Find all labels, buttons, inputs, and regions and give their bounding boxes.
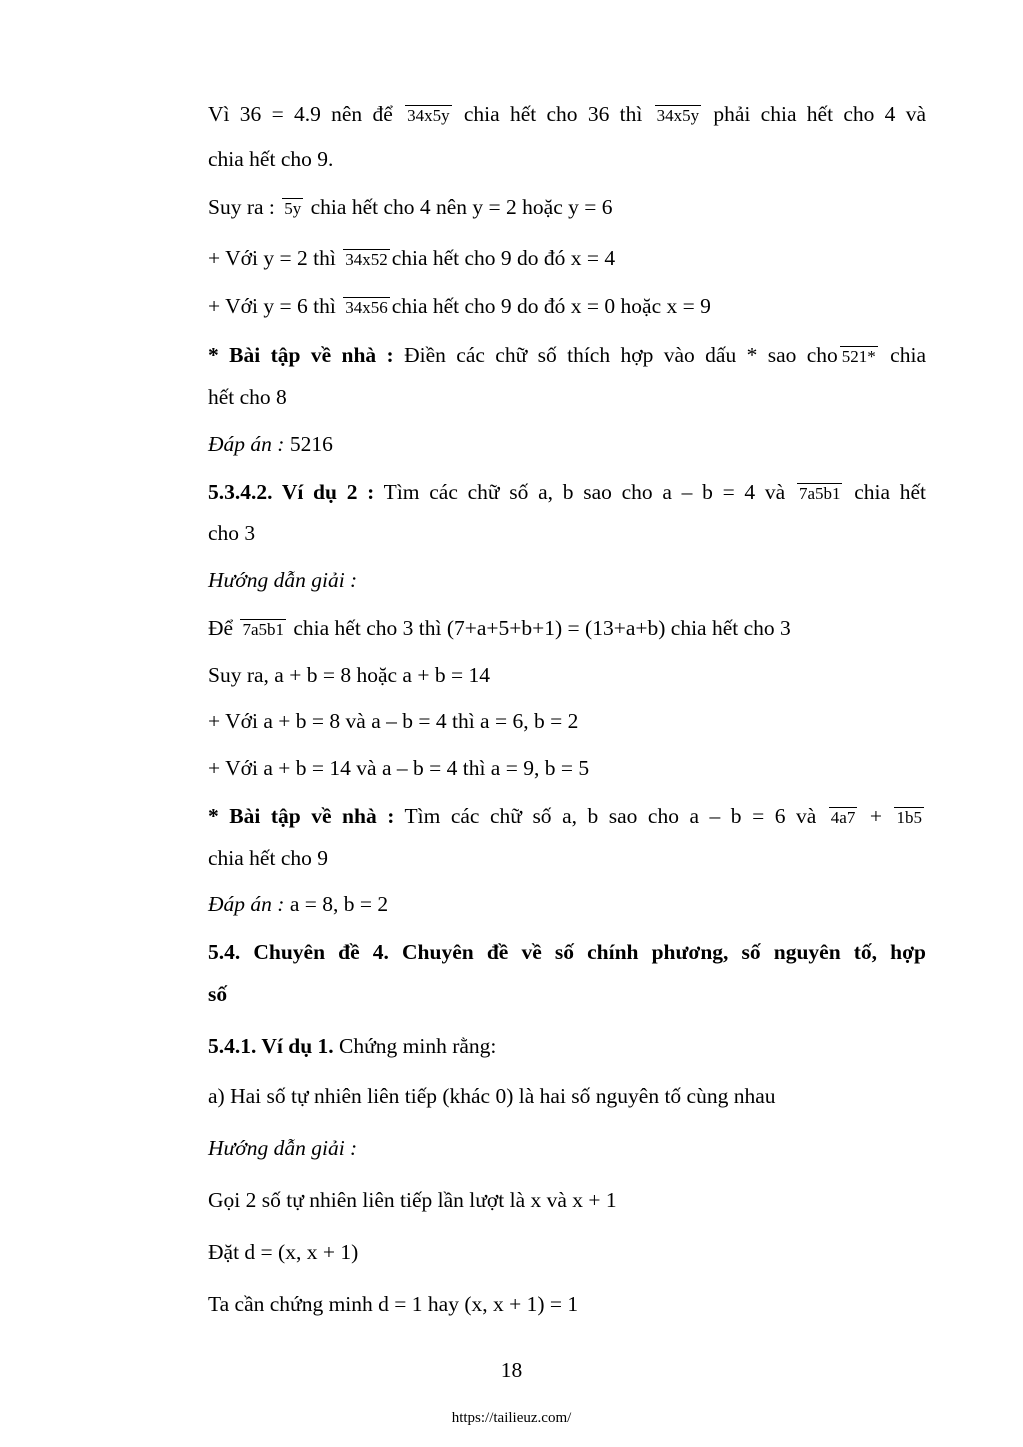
text-line: Đáp án : a = 8, b = 2 <box>208 892 389 916</box>
solution-heading: Hướng dẫn giải : <box>208 568 358 592</box>
footer-url: https://tailieuz.com/ <box>451 1410 572 1426</box>
text-line: 5.4.1. Ví dụ 1. Chứng minh rằng: <box>208 1034 497 1058</box>
overline-number: 1b5 <box>896 808 922 827</box>
section-label: 5.4.1. Ví dụ 1. <box>208 1034 334 1058</box>
chapter-heading: 5.4. Chuyên đề 4. Chuyên đề về số chính phương, số nguyên tố, hợp <box>208 940 926 964</box>
text-line: chia hết cho 9. <box>208 147 334 171</box>
solution-heading: Hướng dẫn giải : <box>208 1136 358 1160</box>
text-line: + Với y = 2 thì 34x52 chia hết cho 9 do đó x = 4 <box>208 246 616 270</box>
section-label: 5.3.4.2. Ví dụ 2 : <box>208 480 375 504</box>
answer-label: Đáp án : <box>208 892 285 916</box>
text-line: + Với a + b = 8 và a – b = 4 thì a = 6, b = 2 <box>208 709 579 733</box>
overline-number: 34x5y <box>407 106 450 125</box>
text-line: Đáp án : 5216 <box>208 432 333 456</box>
homework-label: * Bài tập về nhà : <box>208 343 394 367</box>
text-line: + Với y = 6 thì 34x56 chia hết cho 9 do đó x = 0 hoặc x = 9 <box>208 294 711 318</box>
page-number: 18 <box>500 1358 523 1382</box>
overline-number: 4a7 <box>830 808 856 827</box>
text-line: Gọi 2 số tự nhiên liên tiếp lần lượt là x và x + 1 <box>208 1188 617 1212</box>
text-line: * Bài tập về nhà : Điền các chữ số thích hợp vào dấu * sao cho 521* chia <box>208 343 926 367</box>
text-line: a) Hai số tự nhiên liên tiếp (khác 0) là hai số nguyên tố cùng nhau <box>208 1084 776 1108</box>
overline-number: 7a5b1 <box>242 620 284 639</box>
overline-number: 5y <box>284 199 302 218</box>
text-line: 5.3.4.2. Ví dụ 2 : Tìm các chữ số a, b sao cho a – b = 4 và 7a5b1 chia hết <box>208 480 927 504</box>
overline-number: 521* <box>841 347 876 366</box>
text-line: Đặt d = (x, x + 1) <box>208 1240 359 1264</box>
text-line: hết cho 8 <box>208 385 287 409</box>
text-line: + Với a + b = 14 và a – b = 4 thì a = 9, b = 5 <box>208 756 590 780</box>
overline-number: 7a5b1 <box>798 484 841 503</box>
text-line: Suy ra, a + b = 8 hoặc a + b = 14 <box>208 663 490 687</box>
overline-number: 34x56 <box>345 298 388 317</box>
text-line: cho 3 <box>208 521 256 545</box>
text-line: Ta cần chứng minh d = 1 hay (x, x + 1) = 1 <box>208 1292 579 1316</box>
overline-number: 34x52 <box>345 250 388 269</box>
homework-label: * Bài tập về nhà : <box>208 804 395 828</box>
text-line: chia hết cho 9 <box>208 846 328 870</box>
text-line: Suy ra : 5y chia hết cho 4 nên y = 2 hoặc y = 6 <box>208 195 613 219</box>
chapter-heading-cont: số <box>208 982 228 1006</box>
overline-number: 34x5y <box>656 106 700 125</box>
text-line: Để 7a5b1 chia hết cho 3 thì (7+a+5+b+1) = (13+a+b) chia hết cho 3 <box>208 616 791 640</box>
answer-label: Đáp án : <box>208 432 285 456</box>
text-line: Vì 36 = 4.9 nên để 34x5y chia hết cho 36 thì 34x5y phải chia hết cho 4 và <box>208 102 926 126</box>
text-line: * Bài tập về nhà : Tìm các chữ số a, b sao cho a – b = 6 và 4a7 + 1b5 <box>208 804 922 828</box>
